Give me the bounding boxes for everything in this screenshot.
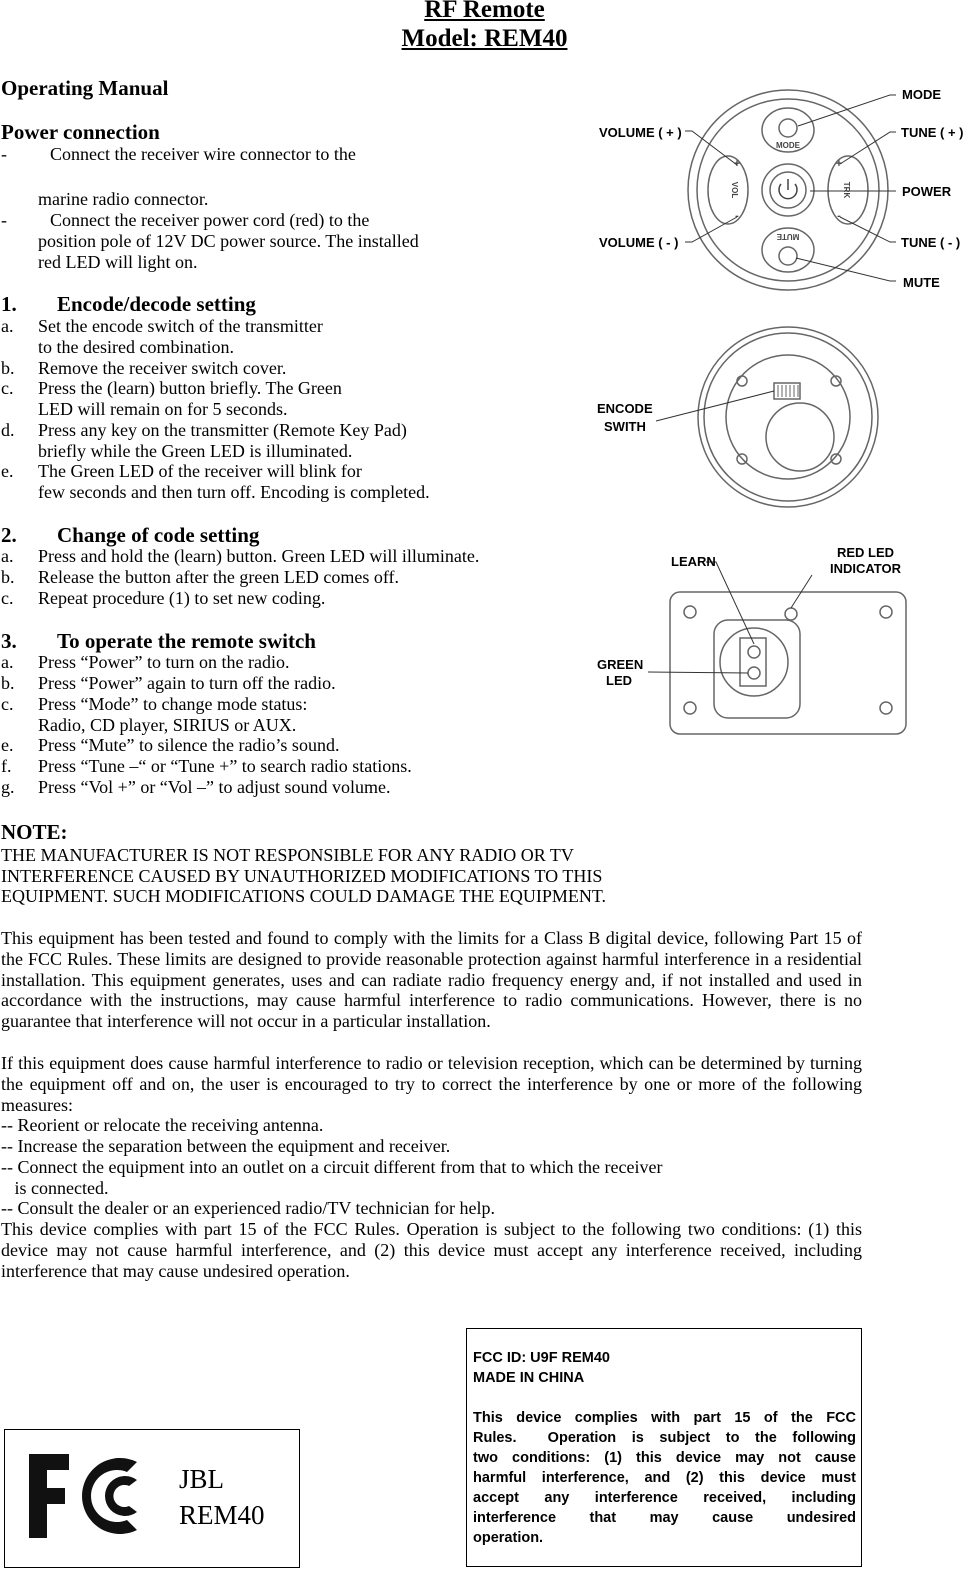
sec1-d-line1: Press any key on the transmitter (Remote Key Pad) [38,420,407,440]
fcc-measure-1: -- Reorient or relocate the receiving antenna. [1,1115,324,1135]
fcc-measure-3: -- Connect the equipment into an outlet on a circuit different from that to which the receiver [1,1157,663,1177]
fcc-measure-3-cont: is connected. [1,1178,109,1198]
section-1-heading [1,292,256,317]
sec1-a-line2: to the desired combination. [38,337,234,357]
power-item-1-marker: - [1,144,7,164]
note-line3: EQUIPMENT. SUCH MODIFICATIONS COULD DAMAGE THE EQUIPMENT. [1,886,606,906]
green-led-label-line2: LED [606,673,632,688]
corner-screw-4 [880,702,892,714]
corner-screw-1 [684,606,696,618]
section-2-number: 2. [1,523,17,547]
fcc-id: FCC ID: U9F REM40 [473,1350,610,1366]
tune-plus-key: + [835,158,843,170]
sec1-e-line1: The Green LED of the receiver will blink for [38,461,362,481]
corner-screw-3 [684,702,696,714]
corner-screw-2 [880,606,892,618]
power-label: POWER [902,184,952,199]
label-line-1: This device complies with part 15 of the FCC [473,1410,856,1426]
mode-label: MODE [902,87,941,102]
logo-brand: JBL [179,1464,225,1494]
power-item-2-line1: Connect the receiver power cord (red) to the [50,210,370,230]
sec1-d-line2: briefly while the Green LED is illuminated. [38,441,353,461]
sec1-d-marker: d. [1,420,15,440]
power-item-1-line2: marine radio connector. [38,189,209,209]
label-line-2: Rules. Operation is subject to the following [473,1430,856,1446]
section-3-number: 3. [1,629,17,653]
encode-label-line2: SWITH [604,419,646,434]
fcc-logo-c-inner [105,1476,137,1516]
doc-title-line1: RF Remote [424,0,545,23]
sec3-f-marker: f. [1,756,12,776]
red-led-label-line1: RED LED [837,545,895,560]
sec1-c-line1: Press the (learn) button briefly. The Green [38,378,342,398]
fcc-paragraph-3: This device complies with part 15 of the FCC Rules. Operation is subject to the following two conditions: (1) this device may not cause harmful interference, and (2) this device must accept any interference received, including interference that may cause undesired operation. [1,1219,862,1281]
tune-minus-label: TUNE ( - ) [901,235,961,250]
vol-key-text: VOL [730,181,739,199]
note-heading: NOTE: [1,820,68,844]
sec1-b-marker: b. [1,358,15,378]
power-item-1-line1: Connect the receiver wire connector to the [50,144,356,164]
doc-title-line2: Model: REM40 [401,25,568,52]
section-3-heading [1,629,316,654]
tune-plus-label: TUNE ( + ) [901,125,964,140]
mute-dot [779,247,797,265]
sec1-e-marker: e. [1,461,14,481]
sec3-c-marker: c. [1,694,14,714]
sec3-f-line1: Press “Tune –“ or “Tune +” to search radio stations. [38,756,412,776]
power-connection-heading: Power connection [1,120,160,144]
learn-button [748,646,760,658]
fcc-paragraph-1: This equipment has been tested and found to comply with the limits for a Class B digital device, following Part 15 of the FCC Rules. These limits are designed to provide reasonable protection against harmful interference in a residential installation. This equipment generates, uses and can radiate radio frequency energy and, if not installed and used in accordance with the instructions, may cause harmful interference to radio communications. However, there is no guarantee that interference will not occur in a particular installation. [1,928,862,1032]
sec3-c-line1: Press “Mode” to change mode status: [38,694,308,714]
encode-label-line1: ENCODE [597,401,653,416]
sec3-a-line1: Press “Power” to turn on the radio. [38,652,290,672]
tune-minus-callout-line [840,217,896,242]
note-line1: THE MANUFACTURER IS NOT RESPONSIBLE FOR ANY RADIO OR TV [1,845,574,865]
receiver-cylinder [766,403,834,471]
fcc-measure-2: -- Increase the separation between the equipment and receiver. [1,1136,451,1156]
sec1-c-marker: c. [1,378,14,398]
fcc-measure-4: -- Consult the dealer or an experienced radio/TV technician for help. [1,1198,495,1218]
fcc-logo-box [4,1429,300,1568]
sec2-b-marker: b. [1,567,15,587]
receiver-inner-ring [704,333,872,501]
volume-plus-label: VOLUME ( + ) [599,125,682,140]
red-led-label-line2: INDICATOR [830,561,902,576]
sec3-b-marker: b. [1,673,15,693]
power-item-2-line3: red LED will light on. [38,252,198,272]
label-line-6: interference that may cause undesired [473,1510,856,1526]
section-1-title: Encode/decode setting [57,292,256,316]
label-line-5: accept any interference received, including [473,1490,856,1506]
encode-callout-line [656,391,774,421]
fcc-label-box [466,1328,862,1567]
sec3-g-marker: g. [1,777,15,797]
sec2-a-marker: a. [1,546,14,566]
section-1-number: 1. [1,292,17,316]
sec1-e-line2: few seconds and then turn off. Encoding is completed. [38,482,430,502]
section-3-title: To operate the remote switch [57,629,316,653]
logo-model: REM40 [179,1500,265,1530]
label-line-4: harmful interference, and (2) this device must [473,1470,856,1486]
sec3-e-marker: e. [1,735,14,755]
vol-minus-key: - [735,210,739,222]
sec3-e-line1: Press “Mute” to silence the radio’s sound. [38,735,340,755]
made-in: MADE IN CHINA [473,1370,585,1386]
trk-key-text: TRK [842,181,851,199]
fcc-paragraph-2: If this equipment does cause harmful interference to radio or television reception, which can be determined by turning the equipment off and on, the user is encouraged to try to correct the interference by one or more of the following measures: [1,1053,862,1115]
sec1-a-marker: a. [1,316,14,336]
sec2-a-line1: Press and hold the (learn) button. Green LED will illuminate. [38,546,480,566]
section-2-title: Change of code setting [57,523,260,547]
encode-switch-diagram [590,325,900,510]
volume-minus-label: VOLUME ( - ) [599,235,679,250]
section-2-heading [1,523,259,548]
mute-key-text: MUTE [776,232,800,241]
sec3-g-line1: Press “Vol +” or “Vol –” to adjust sound volume. [38,777,391,797]
vol-plus-key: + [733,158,741,170]
vol-button-outline [708,156,748,224]
green-led-label-line1: GREEN [597,657,644,672]
fcc-logo [25,1450,155,1542]
tune-minus-key: - [837,210,841,222]
green-led [748,667,760,679]
sec2-b-line1: Release the button after the green LED comes off. [38,567,400,587]
sec2-c-line1: Repeat procedure (1) to set new coding. [38,588,326,608]
sec1-c-line2: LED will remain on for 5 seconds. [38,399,288,419]
sec3-b-line1: Press “Power” again to turn off the radio. [38,673,336,693]
fcc-logo-f [29,1454,69,1538]
sec1-b-line1: Remove the receiver switch cover. [38,358,287,378]
power-item-2-line2: position pole of 12V DC power source. The installed [38,231,419,251]
receiver-outer-ring [698,327,878,507]
sec3-a-marker: a. [1,652,14,672]
red-led-indicator [785,608,797,620]
mute-label: MUTE [903,275,940,290]
learn-label: LEARN [671,554,716,569]
mode-key-text: MODE [776,141,800,150]
screw-hole-1 [737,376,747,386]
green-led-callout-line [648,672,748,673]
sec3-c-line2: Radio, CD player, SIRIUS or AUX. [38,715,297,735]
note-line2: INTERFERENCE CAUSED BY UNAUTHORIZED MODIFICATIONS TO THIS [1,866,603,886]
sec1-a-line1: Set the encode switch of the transmitter [38,316,323,336]
label-line-7: operation. [473,1530,544,1546]
power-item-2-marker: - [1,210,7,230]
operating-manual-heading: Operating Manual [1,76,169,100]
sec2-c-marker: c. [1,588,14,608]
label-line-3: two conditions: (1) this device may not cause [473,1450,856,1466]
mode-dot [779,119,797,137]
learn-callout-line [706,562,754,644]
